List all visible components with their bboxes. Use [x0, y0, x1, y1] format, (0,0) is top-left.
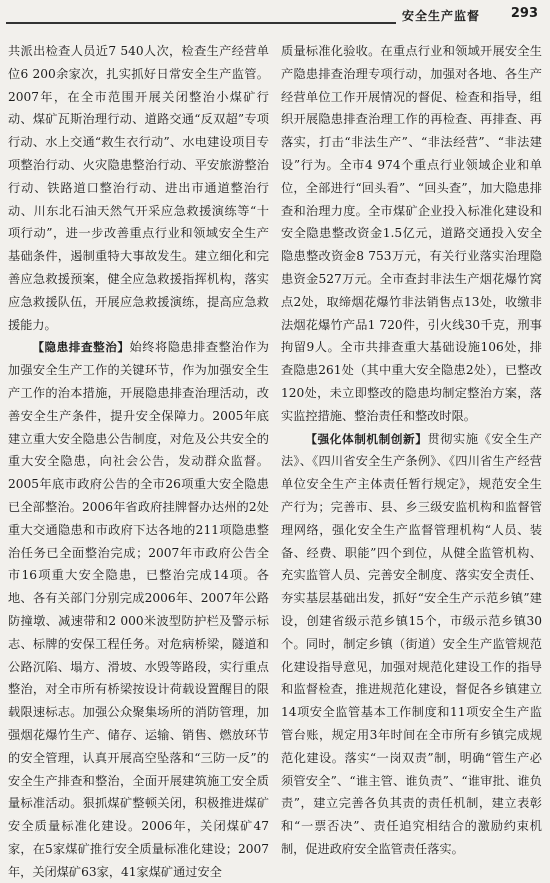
paragraph: [8, 336, 269, 883]
paragraph: 质量标准化验收。在重点行业和领域开展安全生产隐患排查治理专项行动，加强对各地、各生产经营单位工作开展情况的督促、检查和指导，组织开展隐患排查治理工作的再检查、再排查、再落实，打击“非法生产”、“非法经营”、“非法建设”行为。全市4 974个重点行业领域企业和单位，全部进行“回头看”、“回头查”，加大隐患排查和治理力度。全市煤矿企业投入标准化建设和安全隐患整改资金1.5亿元，道路交通投入安全隐患整改资金8 753万元，有关行业落实治理隐患资金527万元。全市查封非法生产烟花爆竹窝点2处，取缔烟花爆竹非法销售点13处，收缴非法烟花爆竹产品1 720件，引火线30千克，刑事拘留9人。全市共排查重大基础设施106处，排查隐患261处（其中重大安全隐患2处），已整改120处，未立即整改的隐患均制定整治方案，落实监控措施、整治责任和整改时限。: [281, 44, 542, 423]
left-column: [8, 40, 269, 879]
section-keyword: 【隐患排查整治】: [32, 340, 130, 355]
paragraph-text: 始终将隐患排查整治作为加强安全生产工作的关键环节，作为加强安全生产工作的治本措施，开展隐患排查治理活动，改善安全生产条件，提升安全保障力。2005年底建立重大安全隐患公告制度，对危及公共安全的重大安全隐患，向社会公告，发动群众监督。2005年底市政府公告的全市26项重大安全隐患已全部整治。2006年省政府挂牌督办达州的2处重大交通隐患和市政府下达各地的211项隐患整治任务已全面整治完成；2007年市政府公告全市16项重大安全隐患，已整治完成14项。各地、各有关部门分别完成2006年、2007年公路防撞墩、减速带和2 000米波型防护栏及警示标志、标牌的安保工程任务。对危病桥梁，隧道和公路沉陷、塌方、滑坡、水毁等路段，实行重点整治，对全市所有桥梁按设计荷载设置醒目的限载限速标志。加强公众聚集场所的消防管理，加强烟花爆竹生产、储存、运输、销售、燃放环节的安全管理，认真开展高空坠落和“三防一反”的安全生产排查和整治，全面开展建筑施工安全质量标准活动。狠抓煤矿整顿关闭，积极推进煤矿安全质量标准化建设。2006年，关闭煤矿47家，在5家煤矿推行安全质量标准化建设；2007年，关闭煤矿63家，41家煤矿通过安全: [8, 340, 269, 879]
article-body: [8, 40, 542, 879]
page-number: 293: [510, 6, 538, 21]
right-column: [281, 40, 542, 856]
section-title: 安全生产监督: [396, 7, 486, 24]
paragraph: 共派出检查人员近7 540人次，检查生产经营单位6 200余家次，扎实抓好日常安全生产监管。2007年，在全市范围开展关闭整治小煤矿行动、煤矿瓦斯治理行动、道路交通“反双超”专项行动、水上交通“救生衣行动”、水电建设项目专项整治行动、火灾隐患整治行动、平安旅游整治行动、铁路道口整治行动、进出市通道整治行动、川东北石油天然气开采应急救援演练等“十项行动”，进一步改善重点行业和领域安全生产基础条件，遏制重特大事故发生。建立细化和完善应急救援预案，健全应急救援指挥机构，落实应急救援队伍，开展应急救援演练，提高应急救援能力。: [8, 44, 269, 332]
paragraph-text: 贯彻实施《安全生产法》、《四川省安全生产条例》、《四川省生产经营单位安全生产主体责任暂行规定》，规范安全生产行为；完善市、县、乡三级安监机构和监督管理网络，强化安全生产监督管理机构“人员、装备、经费、职能”四个到位，从健全监管机构、充实监管人员、完善安全制度、落实安全责任、夯实基层基础出发，抓好“安全生产示范乡镇”建设，创建省级示范乡镇15个，市级示范乡镇30个。同时，制定乡镇（街道）安全生产监管规范化建设指导意见，加强对规范化建设工作的指导和监督检查，推进规范化建设，督促各乡镇建立14项安全监管基本工作制度和11项安全生产监管台账，规定用3年时间在全市所有乡镇完成规范化建设。落实“一岗双责”制，明确“管生产必须管安全”、“谁主管、谁负责”、“谁审批、谁负责”，建立完善各负其责的责任机制，建立表彰和“一票否决”、责任追究相结合的激励约束机制，促进政府安全监管责任落实。: [281, 431, 542, 856]
paragraph: [281, 428, 542, 861]
page-header: [0, 0, 550, 34]
section-keyword: 【强化体制机制创新】: [305, 431, 428, 446]
